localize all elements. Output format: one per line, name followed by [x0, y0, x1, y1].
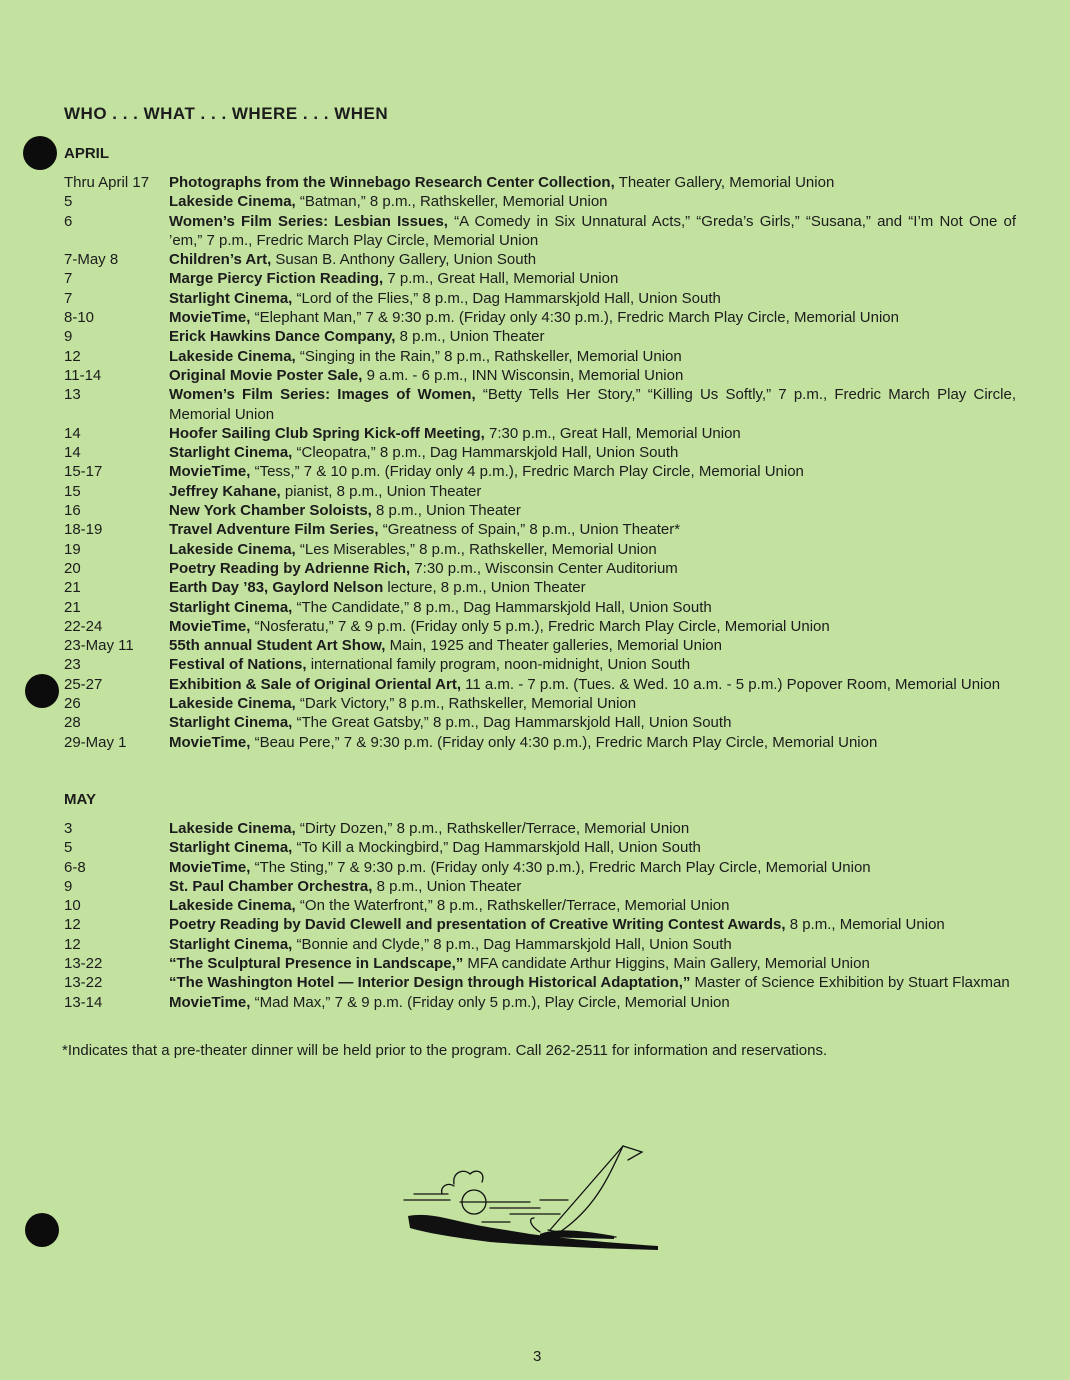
event-date: 11-14	[64, 366, 102, 384]
event-row	[64, 877, 1016, 896]
binder-hole-top	[23, 136, 57, 170]
event-date: 21	[64, 598, 81, 616]
event-details: “Greatness of Spain,” 8 p.m., Union Theater*	[378, 521, 681, 539]
event-details: “Elephant Man,” 7 & 9:30 p.m. (Friday only 4:30 p.m.), Fredric March Play Circle, Memorial Union	[250, 309, 899, 327]
may-event-list	[64, 819, 1016, 1012]
event-row	[64, 289, 1016, 308]
event-title: Jeffrey Kahane,	[169, 482, 281, 500]
event-row	[64, 540, 1016, 559]
event-row	[64, 675, 1016, 694]
event-details: MFA candidate Arthur Higgins, Main Gallery, Memorial Union	[463, 955, 870, 973]
event-title: Starlight Cinema,	[169, 935, 293, 953]
event-description	[169, 559, 1016, 578]
event-description	[169, 598, 1016, 617]
event-title: MovieTime,	[169, 309, 251, 327]
event-row	[64, 598, 1016, 617]
event-title: “The Sculptural Presence in Landscape,”	[169, 955, 464, 973]
binder-hole-middle	[25, 674, 59, 708]
event-description	[169, 347, 1016, 366]
event-description	[169, 269, 1016, 288]
event-details: Theater Gallery, Memorial Union	[614, 174, 835, 191]
event-row	[64, 954, 1016, 973]
event-description	[169, 385, 1016, 424]
event-details: “On the Waterfront,” 8 p.m., Rathskeller/Terrace, Memorial Union	[295, 897, 730, 915]
event-details: 11 a.m. - 7 p.m. (Tues. & Wed. 10 a.m. - 5 p.m.) Popover Room, Memorial Union	[460, 675, 1001, 693]
event-date: 15-17	[64, 463, 103, 481]
event-details: “Cleopatra,” 8 p.m., Dag Hammarskjold Hall, Union South	[292, 444, 679, 462]
event-row	[64, 819, 1016, 838]
event-title: Starlight Cinema,	[169, 714, 293, 732]
event-row	[64, 617, 1016, 636]
event-date: 28	[64, 714, 81, 732]
event-title: Original Movie Poster Sale,	[169, 366, 363, 384]
event-title: Lakeside Cinema,	[169, 540, 296, 558]
event-date: 23	[64, 656, 81, 674]
event-description	[169, 540, 1016, 559]
event-title: MovieTime,	[169, 993, 251, 1011]
event-date: 26	[64, 695, 81, 713]
event-row	[64, 308, 1016, 327]
event-title: Lakeside Cinema,	[169, 347, 296, 365]
event-details: “Nosferatu,” 7 & 9 p.m. (Friday only 5 p.m.), Fredric March Play Circle, Memorial Union	[250, 617, 830, 635]
event-date: 5	[64, 193, 73, 211]
event-date: 9	[64, 328, 73, 346]
event-details: Master of Science Exhibition by Stuart Flaxman	[690, 974, 1010, 992]
event-date: 6	[64, 212, 73, 230]
event-row	[64, 973, 1016, 992]
event-description	[169, 675, 1016, 694]
event-row	[64, 559, 1016, 578]
event-title: MovieTime,	[169, 733, 251, 751]
event-description	[169, 954, 1016, 973]
event-description	[169, 250, 1016, 269]
event-title: Hoofer Sailing Club Spring Kick-off Meeting,	[169, 424, 485, 442]
event-description	[169, 713, 1016, 732]
event-title: Starlight Cinema,	[169, 444, 293, 462]
event-details: international family program, noon-midnight, Union South	[306, 656, 691, 674]
event-description	[169, 212, 1016, 251]
event-details: “Batman,” 8 p.m., Rathskeller, Memorial Union	[295, 193, 608, 211]
event-date: 19	[64, 540, 81, 558]
event-date: 12	[64, 347, 81, 365]
event-description	[169, 520, 1016, 539]
event-description	[169, 327, 1016, 346]
event-row	[64, 385, 1016, 424]
event-row	[64, 366, 1016, 385]
event-row	[64, 269, 1016, 288]
event-row	[64, 993, 1016, 1012]
event-title: Women’s Film Series: Lesbian Issues,	[169, 212, 448, 230]
event-date: 14	[64, 424, 81, 442]
event-title: Lakeside Cinema,	[169, 820, 296, 837]
event-row	[64, 733, 1016, 752]
event-title: Lakeside Cinema,	[169, 193, 296, 211]
page-number: 3	[533, 1348, 542, 1365]
event-date: 7-May 8	[64, 251, 119, 269]
event-description	[169, 173, 1016, 192]
event-row	[64, 655, 1016, 674]
event-description	[169, 935, 1016, 954]
event-title: New York Chamber Soloists,	[169, 502, 372, 520]
event-date: 14	[64, 444, 81, 462]
footnote: *Indicates that a pre-theater dinner will be held prior to the program. Call 262-2511 for information and reservations.	[62, 1042, 828, 1059]
event-description	[169, 366, 1016, 385]
event-title: Earth Day ’83, Gaylord Nelson	[169, 579, 384, 597]
event-date: 8-10	[64, 309, 95, 327]
event-description	[169, 915, 1016, 934]
event-details: “Beau Pere,” 7 & 9:30 p.m. (Friday only 4:30 p.m.), Fredric March Play Circle, Memorial Union	[250, 733, 878, 751]
event-row	[64, 424, 1016, 443]
event-details: 7 p.m., Great Hall, Memorial Union	[383, 270, 619, 288]
event-date: 13	[64, 386, 81, 404]
event-row	[64, 327, 1016, 346]
event-row	[64, 482, 1016, 501]
event-date: 18-19	[64, 521, 103, 539]
event-title: Lakeside Cinema,	[169, 897, 296, 915]
event-description	[169, 424, 1016, 443]
event-description	[169, 636, 1016, 655]
event-description	[169, 578, 1016, 597]
event-date: 16	[64, 502, 81, 520]
event-date: 10	[64, 897, 81, 915]
event-date: 5	[64, 839, 73, 857]
event-title: St. Paul Chamber Orchestra,	[169, 877, 373, 895]
event-details: lecture, 8 p.m., Union Theater	[383, 579, 586, 597]
event-row	[64, 192, 1016, 211]
event-title: Exhibition & Sale of Original Oriental Art,	[169, 675, 461, 693]
event-date: 21	[64, 579, 81, 597]
event-description	[169, 877, 1016, 896]
event-title: MovieTime,	[169, 617, 251, 635]
event-title: Marge Piercy Fiction Reading,	[169, 270, 384, 288]
event-details: “Singing in the Rain,” 8 p.m., Rathskeller, Memorial Union	[295, 347, 682, 365]
event-description	[169, 896, 1016, 915]
event-description	[169, 443, 1016, 462]
event-row	[64, 694, 1016, 713]
event-row	[64, 713, 1016, 732]
event-date: 13-22	[64, 974, 103, 992]
event-details: Main, 1925 and Theater galleries, Memorial Union	[385, 637, 722, 655]
event-title: Starlight Cinema,	[169, 598, 293, 616]
event-details: “The Sting,” 7 & 9:30 p.m. (Friday only 4:30 p.m.), Fredric March Play Circle, Memorial Union	[250, 858, 871, 876]
event-description	[169, 819, 1016, 838]
event-title: Starlight Cinema,	[169, 289, 293, 307]
event-title: Photographs from the Winnebago Research Center Collection,	[169, 174, 615, 191]
event-description	[169, 462, 1016, 481]
event-date: 23-May 11	[64, 637, 134, 655]
event-row	[64, 443, 1016, 462]
event-details: 8 p.m., Union Theater	[371, 502, 521, 520]
event-details: “Mad Max,” 7 & 9 p.m. (Friday only 5 p.m.), Play Circle, Memorial Union	[250, 993, 730, 1011]
event-row	[64, 173, 1016, 192]
event-date: 20	[64, 559, 81, 577]
event-details: “Les Miserables,” 8 p.m., Rathskeller, Memorial Union	[295, 540, 657, 558]
event-row	[64, 838, 1016, 857]
event-row	[64, 858, 1016, 877]
event-description	[169, 858, 1016, 877]
event-description	[169, 993, 1016, 1012]
event-date: 15	[64, 482, 81, 500]
event-description	[169, 838, 1016, 857]
event-row	[64, 501, 1016, 520]
event-description	[169, 973, 1016, 992]
event-date: 12	[64, 916, 81, 934]
event-description	[169, 733, 1016, 752]
event-row	[64, 915, 1016, 934]
event-date: 22-24	[64, 617, 103, 635]
event-row	[64, 896, 1016, 915]
event-description	[169, 501, 1016, 520]
event-date: 3	[64, 820, 73, 837]
event-row	[64, 462, 1016, 481]
event-date: 13-22	[64, 955, 103, 973]
event-title: MovieTime,	[169, 463, 251, 481]
event-title: Erick Hawkins Dance Company,	[169, 328, 396, 346]
binder-hole-bottom	[25, 1213, 59, 1247]
event-row	[64, 250, 1016, 269]
event-title: Festival of Nations,	[169, 656, 307, 674]
event-date: 9	[64, 877, 73, 895]
event-details: “Betty Tells Her Story,” “Killing Us Softly,” 7 p.m., Fredric March Play Circle, Memorial Union	[169, 386, 1016, 423]
event-title: Starlight Cinema,	[169, 839, 293, 857]
event-details: pianist, 8 p.m., Union Theater	[280, 482, 482, 500]
event-description	[169, 192, 1016, 211]
event-details: “The Candidate,” 8 p.m., Dag Hammarskjold Hall, Union South	[292, 598, 712, 616]
event-date: 12	[64, 935, 81, 953]
event-description	[169, 655, 1016, 674]
event-description	[169, 308, 1016, 327]
event-title: Children’s Art,	[169, 251, 272, 269]
event-row	[64, 578, 1016, 597]
event-row	[64, 935, 1016, 954]
event-row	[64, 212, 1016, 251]
event-date: Thru April 17	[64, 174, 150, 191]
page-heading: WHO . . . WHAT . . . WHERE . . . WHEN	[64, 104, 389, 123]
event-date: 7	[64, 289, 73, 307]
month-heading-may: MAY	[64, 791, 96, 808]
event-description	[169, 289, 1016, 308]
event-row	[64, 520, 1016, 539]
event-date: 13-14	[64, 993, 103, 1011]
event-title: Travel Adventure Film Series,	[169, 521, 379, 539]
event-description	[169, 482, 1016, 501]
event-title: “The Washington Hotel — Interior Design through Historical Adaptation,”	[169, 974, 691, 992]
event-details: 7:30 p.m., Wisconsin Center Auditorium	[410, 559, 678, 577]
event-details: “The Great Gatsby,” 8 p.m., Dag Hammarskjold Hall, Union South	[292, 714, 732, 732]
event-details: “A Comedy in Six Unnatural Acts,” “Greda’s Girls,” “Susana,” and “I’m Not One of ’em,” 7 p.m., Fredric March Play Circle, Memorial Union	[169, 212, 1016, 249]
event-details: “Dark Victory,” 8 p.m., Rathskeller, Memorial Union	[295, 695, 637, 713]
sailboat-illustration	[390, 1138, 665, 1253]
event-title: Lakeside Cinema,	[169, 695, 296, 713]
event-details: “To Kill a Mockingbird,” Dag Hammarskjold Hall, Union South	[292, 839, 701, 857]
event-description	[169, 694, 1016, 713]
event-details: “Tess,” 7 & 10 p.m. (Friday only 4 p.m.), Fredric March Play Circle, Memorial Union	[250, 463, 804, 481]
event-title: 55th annual Student Art Show,	[169, 637, 386, 655]
event-details: “Dirty Dozen,” 8 p.m., Rathskeller/Terrace, Memorial Union	[295, 820, 690, 837]
event-details: 9 a.m. - 6 p.m., INN Wisconsin, Memorial Union	[362, 366, 684, 384]
event-title: Women’s Film Series: Images of Women,	[169, 386, 476, 404]
event-description	[169, 617, 1016, 636]
event-details: “Lord of the Flies,” 8 p.m., Dag Hammarskjold Hall, Union South	[292, 289, 721, 307]
april-event-list	[64, 173, 1016, 752]
month-heading-april: APRIL	[64, 145, 109, 162]
event-details: 8 p.m., Union Theater	[395, 328, 545, 346]
event-row	[64, 636, 1016, 655]
event-details: Susan B. Anthony Gallery, Union South	[271, 251, 537, 269]
event-title: Poetry Reading by David Clewell and presentation of Creative Writing Contest Awards,	[169, 916, 786, 934]
event-details: 8 p.m., Union Theater	[372, 877, 522, 895]
event-title: MovieTime,	[169, 858, 251, 876]
event-details: “Bonnie and Clyde,” 8 p.m., Dag Hammarskjold Hall, Union South	[292, 935, 732, 953]
event-date: 25-27	[64, 675, 103, 693]
event-date: 6-8	[64, 858, 86, 876]
event-date: 29-May 1	[64, 733, 127, 751]
event-date: 7	[64, 270, 73, 288]
event-title: Poetry Reading by Adrienne Rich,	[169, 559, 411, 577]
event-details: 8 p.m., Memorial Union	[785, 916, 945, 934]
event-details: 7:30 p.m., Great Hall, Memorial Union	[484, 424, 741, 442]
event-row	[64, 347, 1016, 366]
